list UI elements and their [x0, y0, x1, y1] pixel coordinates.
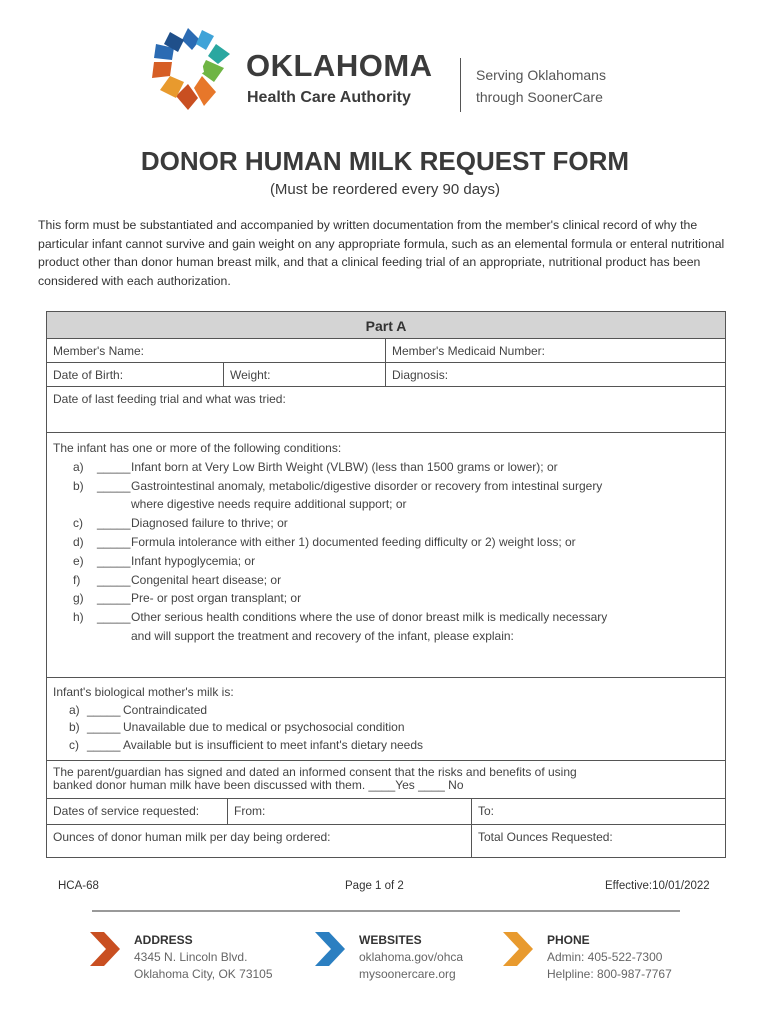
ounces-row [47, 824, 725, 857]
list-item-text: Infant born at Very Low Birth Weight (VLBW) (less than 1500 grams or lower); or [131, 459, 558, 474]
dates-row [47, 798, 725, 824]
conditions-row [47, 432, 725, 677]
list-item-text: where digestive needs require additional support; or [131, 497, 407, 512]
chevron-right-icon [315, 932, 345, 966]
list-item[interactable] [53, 719, 719, 737]
part-a-heading: Part A [47, 312, 725, 338]
list-item-blank[interactable]: _____ [97, 459, 131, 474]
list-item-text: Available but is insufficient to meet infant's dietary needs [123, 737, 424, 752]
website-link-ohca[interactable]: oklahoma.gov/ohca [359, 950, 464, 964]
list-item[interactable] [53, 737, 719, 755]
weight-field[interactable]: Weight: [223, 363, 385, 386]
list-item-text: Other serious health conditions where the use of donor breast milk is medically necessary [131, 610, 608, 625]
website-link-soonercare[interactable]: mysoonercare.org [359, 967, 456, 981]
list-item[interactable] [53, 589, 719, 608]
list-item-letter: b) [69, 720, 80, 734]
dob-row [47, 362, 725, 386]
part-a-header-row [47, 312, 725, 338]
header [148, 26, 628, 116]
consent-line-2: banked donor human milk have been discussed with them. ____Yes ____ No [53, 778, 464, 792]
tagline [476, 64, 606, 108]
address-line-1: 4345 N. Lincoln Blvd. [134, 950, 248, 964]
total-ounces-field[interactable]: Total Ounces Requested: [471, 825, 725, 857]
date-of-birth-field[interactable]: Date of Birth: [53, 368, 124, 382]
list-item-blank[interactable]: _____ [87, 720, 121, 734]
list-item-letter: g) [73, 591, 84, 606]
conditions-intro: The infant has one or more of the following conditions: [53, 441, 342, 455]
list-item[interactable] [53, 514, 719, 533]
list-item-letter: c) [73, 516, 83, 531]
chevron-right-icon [90, 932, 120, 966]
list-item-letter: b) [73, 478, 84, 493]
form-title: DONOR HUMAN MILK REQUEST FORM [140, 146, 630, 176]
list-item-letter: a) [73, 459, 84, 474]
tagline-line-2: through SoonerCare [476, 89, 603, 105]
list-item-letter: a) [69, 702, 80, 717]
members-name-field[interactable]: Member's Name: [53, 344, 144, 358]
ounces-per-day-field[interactable]: Ounces of donor human milk per day being ordered: [53, 830, 331, 844]
list-item-letter: d) [73, 534, 84, 549]
list-item-text: Congenital heart disease; or [131, 572, 282, 587]
list-item-blank[interactable]: _____ [97, 534, 131, 549]
list-item[interactable] [53, 477, 719, 496]
list-item-text: Infant hypoglycemia; or [131, 553, 256, 568]
intro-paragraph: This form must be substantiated and accompanied by written documentation from the member's clinical record of why the particular infant cannot survive and gain weight on any appropriate formula, such as an elemental formula or enteral nutritional product other than donor human breast milk, and that a clinical feeding trial of an appropriate, nutritional product has been considered with each authorization. [38, 218, 725, 288]
page-number: Page 1 of 2 [345, 880, 404, 892]
header-divider [460, 58, 461, 112]
list-item[interactable] [53, 533, 719, 552]
mother-milk-intro: Infant's biological mother's milk is: [53, 685, 234, 699]
form-code: HCA-68 [58, 880, 99, 892]
list-item-blank[interactable]: _____ [97, 553, 131, 568]
dates-of-service-label: Dates of service requested: [53, 804, 200, 818]
list-item-blank[interactable]: _____ [97, 591, 131, 606]
address-label: ADDRESS [134, 933, 193, 947]
websites-label: WEBSITES [359, 933, 422, 947]
consent-statement[interactable] [47, 761, 725, 798]
list-item-blank[interactable]: _____ [87, 737, 121, 752]
to-date-field[interactable]: To: [471, 799, 725, 824]
list-item-blank[interactable] [97, 627, 131, 646]
conditions-list [53, 458, 719, 646]
last-feeding-trial-field[interactable]: Date of last feeding trial and what was tried: [53, 392, 286, 406]
phone-label: PHONE [547, 933, 590, 947]
list-item-text: Diagnosed failure to thrive; or [131, 516, 288, 531]
mother-milk-row [47, 677, 725, 760]
phone-admin: Admin: 405-522-7300 [547, 950, 663, 964]
list-item-letter [53, 495, 97, 514]
consent-row [47, 760, 725, 798]
list-item-letter: e) [73, 553, 84, 568]
list-item[interactable] [53, 571, 719, 590]
list-item-letter: c) [69, 737, 79, 752]
org-name: OKLAHOMA [246, 48, 433, 83]
list-item[interactable] [53, 458, 719, 477]
list-item-blank[interactable]: _____ [97, 516, 131, 531]
oklahoma-star-logo-icon [148, 26, 234, 112]
list-item-text: Pre- or post organ transplant; or [131, 591, 302, 606]
list-item-blank[interactable] [97, 495, 131, 514]
feeding-trial-row [47, 386, 725, 432]
list-item[interactable] [53, 627, 719, 646]
list-item-blank[interactable]: _____ [97, 572, 131, 587]
consent-line-1: The parent/guardian has signed and dated an informed consent that the risks and benefits of using [53, 765, 577, 779]
list-item-text: Gastrointestinal anomaly, metabolic/digestive disorder or recovery from intestinal surgery [131, 478, 603, 493]
list-item[interactable] [53, 552, 719, 571]
mother-milk-section [47, 678, 725, 760]
list-item[interactable] [53, 495, 719, 514]
diagnosis-field[interactable]: Diagnosis: [385, 363, 725, 386]
phone-helpline: Helpline: 800-987-7767 [547, 967, 672, 981]
from-date-field[interactable]: From: [227, 799, 471, 824]
list-item-text: Contraindicated [123, 702, 208, 717]
org-subname: Health Care Authority [247, 89, 411, 106]
list-item[interactable] [53, 608, 719, 627]
medicaid-number-field[interactable]: Member's Medicaid Number: [385, 339, 725, 362]
list-item-blank[interactable]: _____ [97, 478, 131, 493]
list-item[interactable] [53, 702, 719, 720]
list-item-letter [53, 627, 97, 646]
footer-divider [92, 910, 680, 912]
member-row [47, 338, 725, 362]
request-form-table [46, 311, 726, 858]
effective-date: Effective:10/01/2022 [605, 880, 710, 892]
list-item-letter: f) [73, 572, 81, 587]
conditions-section [47, 433, 725, 677]
address-line-2: Oklahoma City, OK 73105 [134, 967, 273, 981]
list-item-text: and will support the treatment and recovery of the infant, please explain: [131, 628, 514, 643]
mother-options-list [53, 702, 719, 755]
form-subtitle: (Must be reordered every 90 days) [269, 181, 501, 198]
list-item-blank[interactable]: _____ [87, 702, 121, 717]
list-item-blank[interactable]: _____ [97, 610, 131, 625]
list-item-letter: h) [73, 610, 84, 625]
list-item-text: Unavailable due to medical or psychosocial condition [123, 720, 405, 734]
chevron-right-icon [503, 932, 533, 966]
list-item-text: Formula intolerance with either 1) documented feeding difficulty or 2) weight loss; or [131, 534, 576, 549]
tagline-line-1: Serving Oklahomans [476, 67, 606, 83]
